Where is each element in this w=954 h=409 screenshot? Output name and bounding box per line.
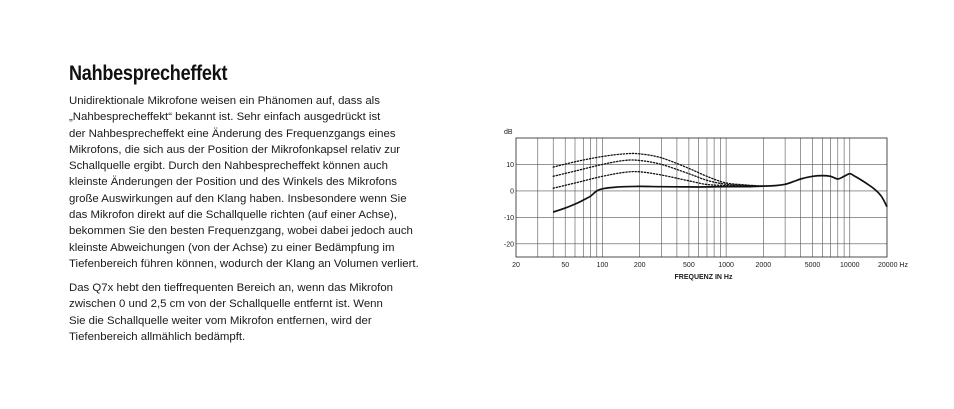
series-line-near-2 <box>553 160 763 186</box>
plot-frame <box>516 138 887 257</box>
x-tick-label: 100 <box>596 262 609 269</box>
y-tick-label: 10 <box>506 161 514 169</box>
series-line-near-1 <box>553 172 763 189</box>
paragraph-nahbesprecheffekt <box>69 93 419 272</box>
paragraph1-line: Unidirektionale Mikrofone weisen ein Phänomen auf, dass als <box>69 95 380 107</box>
x-tick-label: 200 <box>633 262 646 269</box>
paragraph2-line: Sie die Schallquelle weiter vom Mikrofon entfernen, wird der <box>69 314 372 327</box>
x-tick-label: 50 <box>561 262 570 269</box>
paragraph1-line: der Nahbesprecheffekt eine Änderung des Frequenzgangs eines <box>69 127 396 140</box>
paragraph1-line: Tiefenbereich führen können, wodurch der Klang an Volumen verliert. <box>69 257 419 270</box>
paragraph1-line: das Mikrofon direkt auf die Schallquelle richten (auf einer Achse), <box>69 209 397 222</box>
paragraph1-line: bekommen Sie den besten Frequenzgang, wobei dabei jedoch auch <box>69 225 413 238</box>
paragraph2-line: Das Q7x hebt den tieffrequenten Bereich an, wenn das Mikrofon <box>69 282 393 294</box>
x-axis-label: FREQUENZ IN Hz <box>674 274 733 281</box>
y-axis-label: dB <box>504 129 513 136</box>
x-tick-label: 20000 Hz <box>878 262 908 269</box>
frequency-response-chart <box>495 122 915 284</box>
x-tick-label: 5000 <box>804 262 821 269</box>
paragraph-q7x <box>69 280 393 345</box>
paragraph2-line: Tiefenbereich allmählich bedämpft. <box>69 330 246 343</box>
section-heading: Nahbesprecheffekt <box>69 62 228 85</box>
y-tick-label: -20 <box>503 241 514 249</box>
paragraph2-line: zwischen 0 und 2,5 cm von der Schallquelle entfernt ist. Wenn <box>69 298 383 311</box>
series-line-on-axis <box>553 174 887 212</box>
y-tick-label: -10 <box>503 214 514 222</box>
x-tick-label: 10000 <box>840 262 860 269</box>
x-tick-label: 500 <box>683 262 695 269</box>
paragraph1-line: kleinste Abweichungen (von der Achse) zu einer Bedämpfung im <box>69 241 395 254</box>
x-tick-label: 2000 <box>755 262 772 269</box>
y-tick-label: 0 <box>510 188 514 196</box>
paragraph1-line: große Auswirkungen auf den Klang haben. Insbesondere wenn Sie <box>69 192 407 205</box>
paragraph1-line: kleinste Änderungen der Position und des Winkels des Mikrofons <box>69 176 397 189</box>
paragraph1-line: „Nahbesprecheffekt“ bekannt ist. Sehr einfach ausgedrückt ist <box>69 111 381 124</box>
paragraph1-line: Schallquelle ergibt. Durch den Nahbesprecheffekt können auch <box>69 160 388 173</box>
x-tick-label: 1000 <box>718 262 734 269</box>
x-tick-label: 20 <box>512 262 520 269</box>
paragraph1-line: Mikrofons, die sich aus der Position der Mikrofonkapsel relativ zur <box>69 143 401 156</box>
